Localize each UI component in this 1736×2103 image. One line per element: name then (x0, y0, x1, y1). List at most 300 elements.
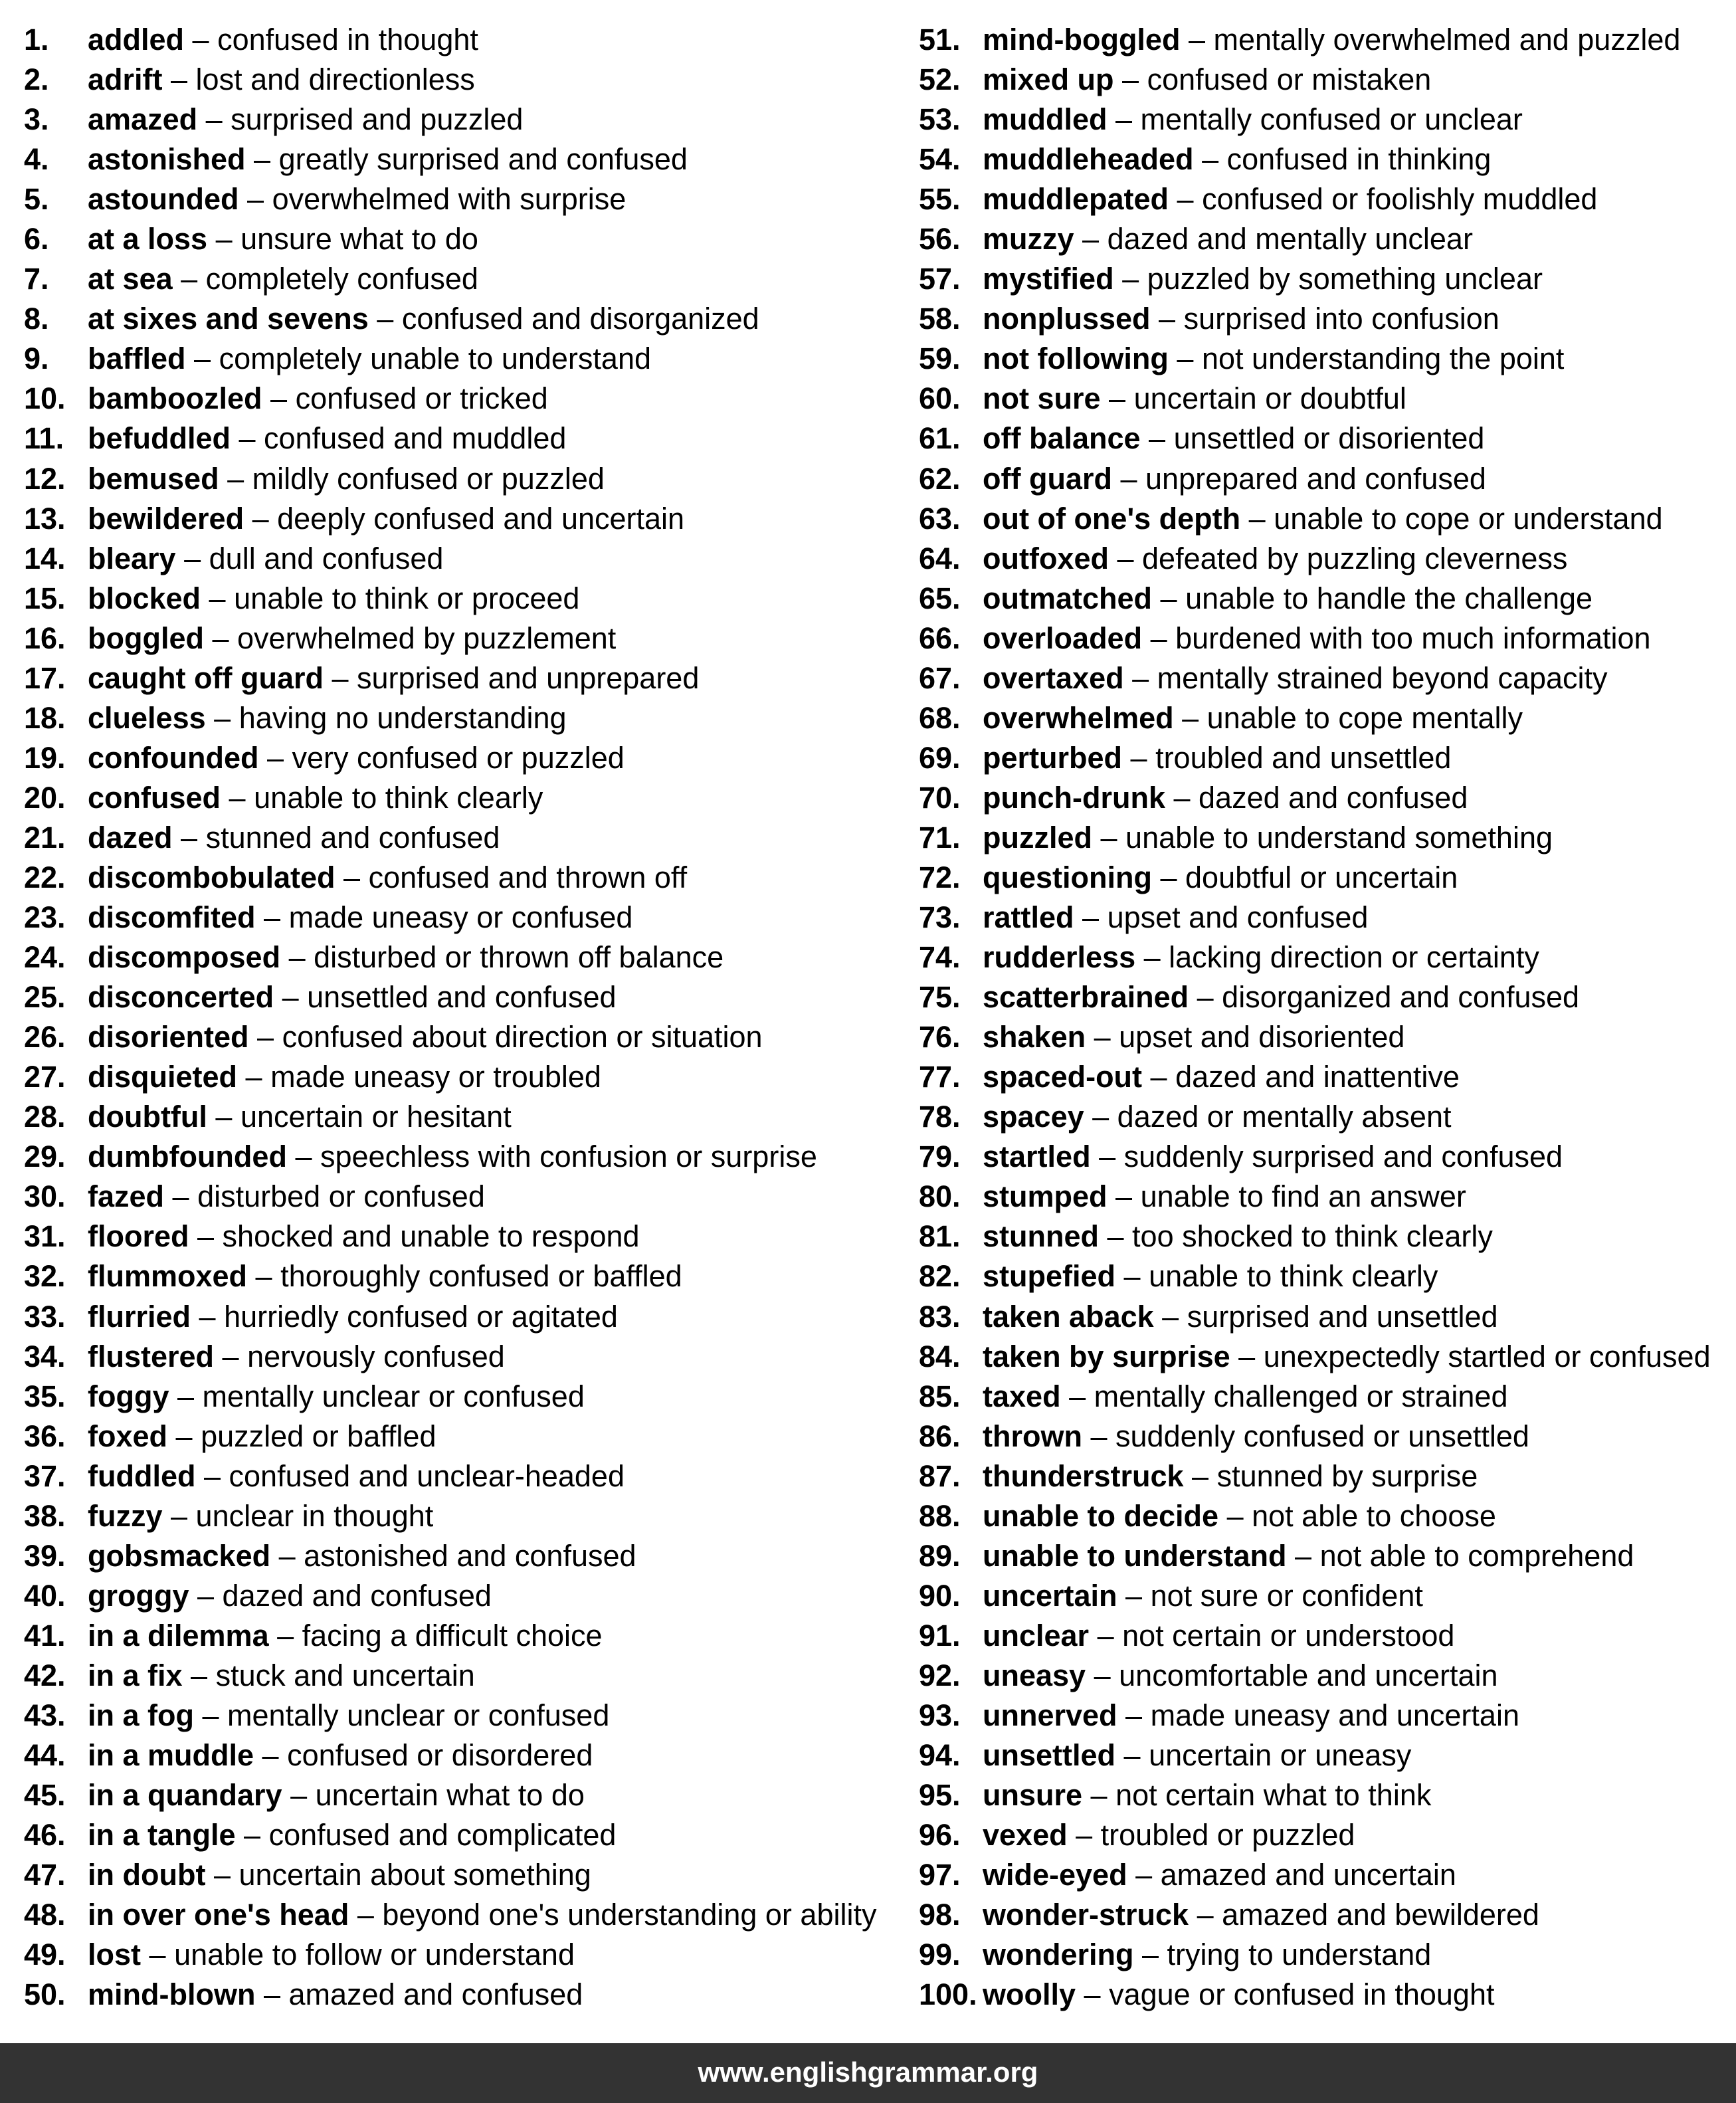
list-item (919, 499, 1736, 539)
item-text (88, 1417, 436, 1456)
list-item (24, 140, 888, 179)
item-number: 17. (24, 660, 66, 695)
item-number: 28. (24, 1100, 66, 1134)
item-word: bamboozled (88, 381, 262, 416)
item-number: 24. (24, 940, 66, 975)
item-definition: stunned and confused (205, 820, 500, 854)
item-text (88, 818, 500, 858)
list-item (24, 1017, 888, 1057)
item-word: muddled (983, 102, 1108, 137)
list-item (919, 1057, 1736, 1097)
item-number: 5. (24, 182, 49, 217)
item-dash: – (1082, 1778, 1116, 1813)
item-dash: – (1113, 62, 1147, 97)
list-item (919, 20, 1736, 60)
item-dash: – (172, 262, 206, 296)
item-word: in a muddle (88, 1738, 254, 1773)
item-dash: – (1218, 1498, 1252, 1533)
item-word: uncertain (983, 1578, 1117, 1613)
item-word: startled (983, 1140, 1091, 1174)
list-item (919, 1895, 1736, 1935)
item-number: 13. (24, 501, 66, 536)
item-text (88, 1177, 485, 1217)
item-text (983, 938, 1539, 977)
item-text (983, 1177, 1466, 1217)
list-item (24, 1417, 888, 1456)
item-dash: – (244, 501, 278, 536)
item-dash: – (1060, 1379, 1094, 1413)
list-item (24, 179, 888, 219)
item-dash: – (1084, 1100, 1117, 1134)
list-item (24, 1337, 888, 1377)
item-word: perturbed (983, 740, 1123, 775)
item-definition: mentally overwhelmed and puzzled (1213, 23, 1681, 56)
item-number: 67. (919, 660, 961, 695)
item-word: outfoxed (983, 541, 1109, 575)
list-item (24, 1177, 888, 1217)
item-dash: – (189, 1578, 223, 1613)
list-item (919, 1855, 1736, 1895)
item-number: 65. (919, 581, 961, 615)
item-word: thunderstruck (983, 1458, 1184, 1493)
item-text (983, 1377, 1507, 1417)
list-item (919, 1536, 1736, 1576)
item-definition: dazed and confused (1199, 780, 1468, 815)
item-text (983, 1775, 1431, 1815)
item-number: 10. (24, 381, 66, 416)
item-dash: – (1117, 1578, 1151, 1613)
list-item (24, 658, 888, 698)
item-definition: not sure or confident (1150, 1578, 1423, 1613)
item-dash: – (205, 700, 239, 735)
item-definition: confused and thrown off (368, 860, 688, 894)
item-number: 71. (919, 820, 961, 854)
item-text (88, 539, 443, 579)
item-definition: dazed and mentally unclear (1107, 222, 1473, 256)
item-number: 37. (24, 1458, 66, 1493)
item-definition: nervously confused (247, 1339, 505, 1373)
item-word: unsettled (983, 1738, 1116, 1773)
item-number: 86. (919, 1419, 961, 1453)
item-text (88, 1456, 625, 1496)
item-word: rudderless (983, 940, 1136, 975)
list-item (919, 1256, 1736, 1296)
item-definition: dull and confused (209, 541, 444, 575)
list-item (919, 579, 1736, 619)
item-number: 42. (24, 1658, 66, 1692)
item-dash: – (1108, 541, 1143, 575)
item-dash: – (1183, 1458, 1217, 1493)
item-word: boggled (88, 621, 204, 655)
item-number: 74. (919, 940, 961, 975)
item-number: 63. (919, 501, 961, 536)
item-definition: trying to understand (1167, 1938, 1432, 1972)
item-dash: – (255, 1977, 289, 2012)
item-definition: stuck and uncertain (215, 1658, 475, 1692)
item-definition: surprised and unprepared (357, 660, 700, 695)
item-dash: – (221, 780, 254, 815)
item-text (88, 1895, 876, 1935)
item-number: 3. (24, 102, 49, 137)
item-text (88, 259, 478, 299)
list-item (919, 1456, 1736, 1496)
list-item (919, 1337, 1736, 1377)
item-dash: – (286, 1140, 320, 1174)
item-number: 44. (24, 1738, 66, 1773)
list-item (919, 419, 1736, 458)
item-text (983, 1935, 1431, 1975)
list-item (24, 1975, 888, 2015)
list-item (24, 1097, 888, 1137)
item-definition: unable to cope mentally (1206, 700, 1523, 735)
item-text (88, 977, 617, 1017)
item-number: 80. (919, 1179, 961, 1214)
list-item (24, 1297, 888, 1337)
item-text (983, 1576, 1423, 1616)
item-dash: – (189, 1219, 223, 1254)
item-text (983, 1656, 1498, 1696)
item-dash: – (1076, 1977, 1109, 2012)
item-dash: – (1173, 700, 1207, 735)
list-item (919, 898, 1736, 938)
item-definition: confused in thought (217, 23, 478, 56)
item-dash: – (172, 820, 206, 854)
item-word: disoriented (88, 1020, 249, 1054)
item-definition: surprised and puzzled (231, 102, 524, 137)
item-number: 61. (919, 421, 961, 456)
item-dash: – (349, 1898, 383, 1932)
list-item (24, 1536, 888, 1576)
item-word: gobsmacked (88, 1538, 271, 1573)
item-dash: – (191, 1299, 225, 1334)
list-item (919, 219, 1736, 259)
item-dash: – (239, 182, 272, 217)
list-item (919, 1297, 1736, 1337)
item-definition: facing a difficult choice (302, 1618, 603, 1652)
item-number: 84. (919, 1339, 961, 1373)
footer-url[interactable]: www.englishgrammar.org (698, 2056, 1038, 2088)
item-text (88, 738, 625, 778)
item-definition: unable to find an answer (1140, 1179, 1466, 1214)
item-number: 59. (919, 342, 961, 376)
item-definition: made uneasy or confused (288, 900, 633, 935)
item-dash: – (164, 1179, 198, 1214)
list-item (24, 778, 888, 818)
item-number: 50. (24, 1977, 66, 2012)
item-word: fazed (88, 1179, 165, 1214)
list-item (919, 778, 1736, 818)
item-dash: – (207, 222, 241, 256)
item-text (88, 698, 567, 738)
item-word: rattled (983, 900, 1074, 935)
list-item (919, 1935, 1736, 1975)
item-text (983, 419, 1484, 458)
item-dash: – (1165, 780, 1199, 815)
item-word: off balance (983, 421, 1141, 456)
item-definition: not certain what to think (1115, 1778, 1432, 1813)
item-dash: – (141, 1938, 175, 1972)
item-word: not following (983, 342, 1169, 376)
item-word: at sea (88, 262, 173, 296)
item-dash: – (167, 1419, 201, 1453)
item-number: 36. (24, 1419, 66, 1453)
item-definition: surprised into confusion (1183, 302, 1499, 336)
item-dash: – (201, 581, 235, 615)
item-definition: upset and confused (1107, 900, 1369, 935)
item-text (88, 1935, 575, 1975)
item-definition: astonished and confused (304, 1538, 636, 1573)
item-dash: – (1074, 900, 1108, 935)
item-word: confused (88, 780, 221, 815)
list-item (24, 977, 888, 1017)
item-word: discomfited (88, 900, 256, 935)
item-dash: – (1133, 1938, 1167, 1972)
item-word: wondering (983, 1938, 1134, 1972)
item-definition: amazed and uncertain (1160, 1858, 1456, 1892)
item-text (983, 1975, 1495, 2015)
item-text (983, 1256, 1438, 1296)
item-word: foxed (88, 1419, 168, 1453)
item-word: taken by surprise (983, 1339, 1230, 1373)
item-text (983, 259, 1543, 299)
item-word: overwhelmed (983, 700, 1174, 735)
item-word: woolly (983, 1977, 1076, 2012)
item-number: 77. (919, 1060, 961, 1094)
item-word: unnerved (983, 1698, 1117, 1732)
list-item (24, 938, 888, 977)
item-definition: greatly surprised and confused (278, 142, 688, 177)
item-number: 22. (24, 860, 66, 894)
item-number: 100. (919, 1977, 977, 2012)
item-word: stunned (983, 1219, 1099, 1254)
item-word: discomposed (88, 940, 281, 975)
list-item (24, 1855, 888, 1895)
item-text (88, 778, 543, 818)
item-dash: – (1090, 1140, 1124, 1174)
item-number: 18. (24, 700, 66, 735)
item-word: mind-blown (88, 1977, 256, 2012)
item-text (88, 858, 687, 898)
item-text (88, 1297, 618, 1337)
item-text (983, 1017, 1404, 1057)
item-word: baffled (88, 342, 186, 376)
item-number: 14. (24, 541, 66, 575)
item-definition: confused or disordered (287, 1738, 593, 1773)
item-text (983, 339, 1564, 379)
item-word: in over one's head (88, 1898, 349, 1932)
item-definition: confused or mistaken (1147, 62, 1432, 97)
item-word: doubtful (88, 1100, 207, 1134)
list-item (919, 299, 1736, 339)
item-number: 64. (919, 541, 961, 575)
item-word: unable to decide (983, 1498, 1219, 1533)
item-text (88, 299, 759, 339)
item-dash: – (1193, 142, 1227, 177)
item-text (983, 1855, 1456, 1895)
item-text (88, 459, 605, 499)
item-dash: – (169, 1379, 203, 1413)
list-item (24, 1057, 888, 1097)
item-definition: thoroughly confused or baffled (280, 1259, 682, 1294)
item-dash: – (270, 1538, 304, 1573)
list-item (24, 1696, 888, 1736)
item-text (88, 1656, 475, 1696)
item-definition: mildly confused or puzzled (252, 461, 605, 496)
list-item (919, 1975, 1736, 2015)
list-item (24, 459, 888, 499)
item-dash: – (323, 660, 357, 695)
item-dash: – (1122, 740, 1156, 775)
item-text (88, 658, 699, 698)
list-item (24, 1775, 888, 1815)
list-item (919, 1496, 1736, 1536)
list-item (24, 858, 888, 898)
item-number: 92. (919, 1658, 961, 1692)
item-word: stumped (983, 1179, 1108, 1214)
list-item (919, 818, 1736, 858)
item-dash: – (1123, 660, 1157, 695)
item-text (88, 1137, 817, 1177)
item-number: 41. (24, 1618, 66, 1652)
item-text (983, 140, 1491, 179)
item-dash: – (280, 940, 314, 975)
item-dash: – (185, 342, 219, 376)
item-number: 56. (919, 222, 961, 256)
item-definition: surprised and unsettled (1187, 1299, 1498, 1334)
item-dash: – (1092, 820, 1126, 854)
list-item (24, 579, 888, 619)
item-text (983, 1496, 1496, 1536)
list-item (919, 938, 1736, 977)
list-item (919, 1815, 1736, 1855)
item-definition: mentally strained beyond capacity (1157, 660, 1608, 695)
item-definition: having no understanding (239, 700, 567, 735)
item-definition: dazed or mentally absent (1117, 1100, 1452, 1134)
item-definition: amazed and bewildered (1222, 1898, 1539, 1932)
item-definition: suddenly surprised and confused (1123, 1140, 1563, 1174)
item-dash: – (1117, 1698, 1151, 1732)
item-dash: – (1074, 222, 1108, 256)
item-word: spacey (983, 1100, 1084, 1134)
item-number: 32. (24, 1259, 66, 1294)
list-item (919, 100, 1736, 140)
item-definition: confused about direction or situation (282, 1020, 763, 1054)
list-item (24, 738, 888, 778)
list-item (24, 1736, 888, 1775)
item-number: 4. (24, 142, 49, 177)
item-dash: – (237, 1060, 271, 1094)
item-number: 29. (24, 1140, 66, 1174)
item-text (983, 1337, 1711, 1377)
item-dash: – (1189, 980, 1222, 1015)
item-definition: confused and muddled (264, 421, 567, 456)
item-text (88, 1057, 601, 1097)
list-item (919, 259, 1736, 299)
item-number: 73. (919, 900, 961, 935)
item-word: nonplussed (983, 302, 1151, 336)
item-word: blocked (88, 581, 201, 615)
item-dash: – (182, 1658, 216, 1692)
item-number: 58. (919, 302, 961, 336)
item-number: 53. (919, 102, 961, 137)
item-word: flummoxed (88, 1259, 248, 1294)
item-definition: hurriedly confused or agitated (224, 1299, 618, 1334)
item-text (983, 1815, 1355, 1855)
item-definition: puzzled or baffled (201, 1419, 436, 1453)
item-word: bewildered (88, 501, 244, 536)
item-number: 16. (24, 621, 66, 655)
item-dash: – (203, 621, 238, 655)
item-number: 6. (24, 222, 49, 256)
item-text (88, 1855, 591, 1895)
item-definition: mentally unclear or confused (202, 1379, 585, 1413)
item-definition: disturbed or confused (197, 1179, 485, 1214)
item-dash: – (1086, 1658, 1119, 1692)
item-text (88, 619, 616, 658)
item-dash: – (1230, 1339, 1264, 1373)
item-definition: confused in thinking (1226, 142, 1492, 177)
item-word: thrown (983, 1419, 1082, 1453)
item-text (983, 459, 1486, 499)
item-word: mystified (983, 262, 1114, 296)
item-text (983, 619, 1651, 658)
item-number: 82. (919, 1259, 961, 1294)
item-definition: disorganized and confused (1222, 980, 1580, 1015)
item-number: 69. (919, 740, 961, 775)
item-dash: – (368, 302, 402, 336)
item-text (983, 1456, 1478, 1496)
item-definition: overwhelmed with surprise (272, 182, 627, 217)
item-text (983, 818, 1553, 858)
item-number: 78. (919, 1100, 961, 1134)
item-number: 72. (919, 860, 961, 894)
item-word: bemused (88, 461, 219, 496)
item-dash: – (214, 1339, 248, 1373)
item-text (88, 1576, 492, 1616)
item-word: flustered (88, 1339, 215, 1373)
item-number: 48. (24, 1898, 66, 1932)
item-dash: – (1189, 1898, 1222, 1932)
item-definition: mentally challenged or strained (1094, 1379, 1508, 1413)
item-number: 20. (24, 780, 66, 815)
item-word: caught off guard (88, 660, 324, 695)
item-word: at sixes and sevens (88, 302, 369, 336)
item-number: 39. (24, 1538, 66, 1573)
item-definition: dazed and confused (222, 1578, 492, 1613)
list-item (24, 1895, 888, 1935)
item-dash: – (197, 102, 231, 137)
list-item (919, 619, 1736, 658)
item-word: not sure (983, 381, 1101, 416)
item-number: 76. (919, 1020, 961, 1054)
item-number: 33. (24, 1299, 66, 1334)
item-dash: – (245, 142, 279, 177)
item-definition: too shocked to think clearly (1132, 1219, 1493, 1254)
item-number: 89. (919, 1538, 961, 1573)
item-definition: uncertain what to do (315, 1778, 585, 1813)
item-definition: defeated by puzzling cleverness (1142, 541, 1568, 575)
item-definition: lost and directionless (195, 62, 475, 97)
item-number: 60. (919, 381, 961, 416)
item-dash: – (1107, 1179, 1141, 1214)
item-text (983, 977, 1579, 1017)
item-number: 97. (919, 1858, 961, 1892)
item-text (88, 339, 651, 379)
list-item (24, 539, 888, 579)
item-word: scatterbrained (983, 980, 1189, 1015)
item-word: questioning (983, 860, 1152, 894)
item-text (88, 1696, 609, 1736)
